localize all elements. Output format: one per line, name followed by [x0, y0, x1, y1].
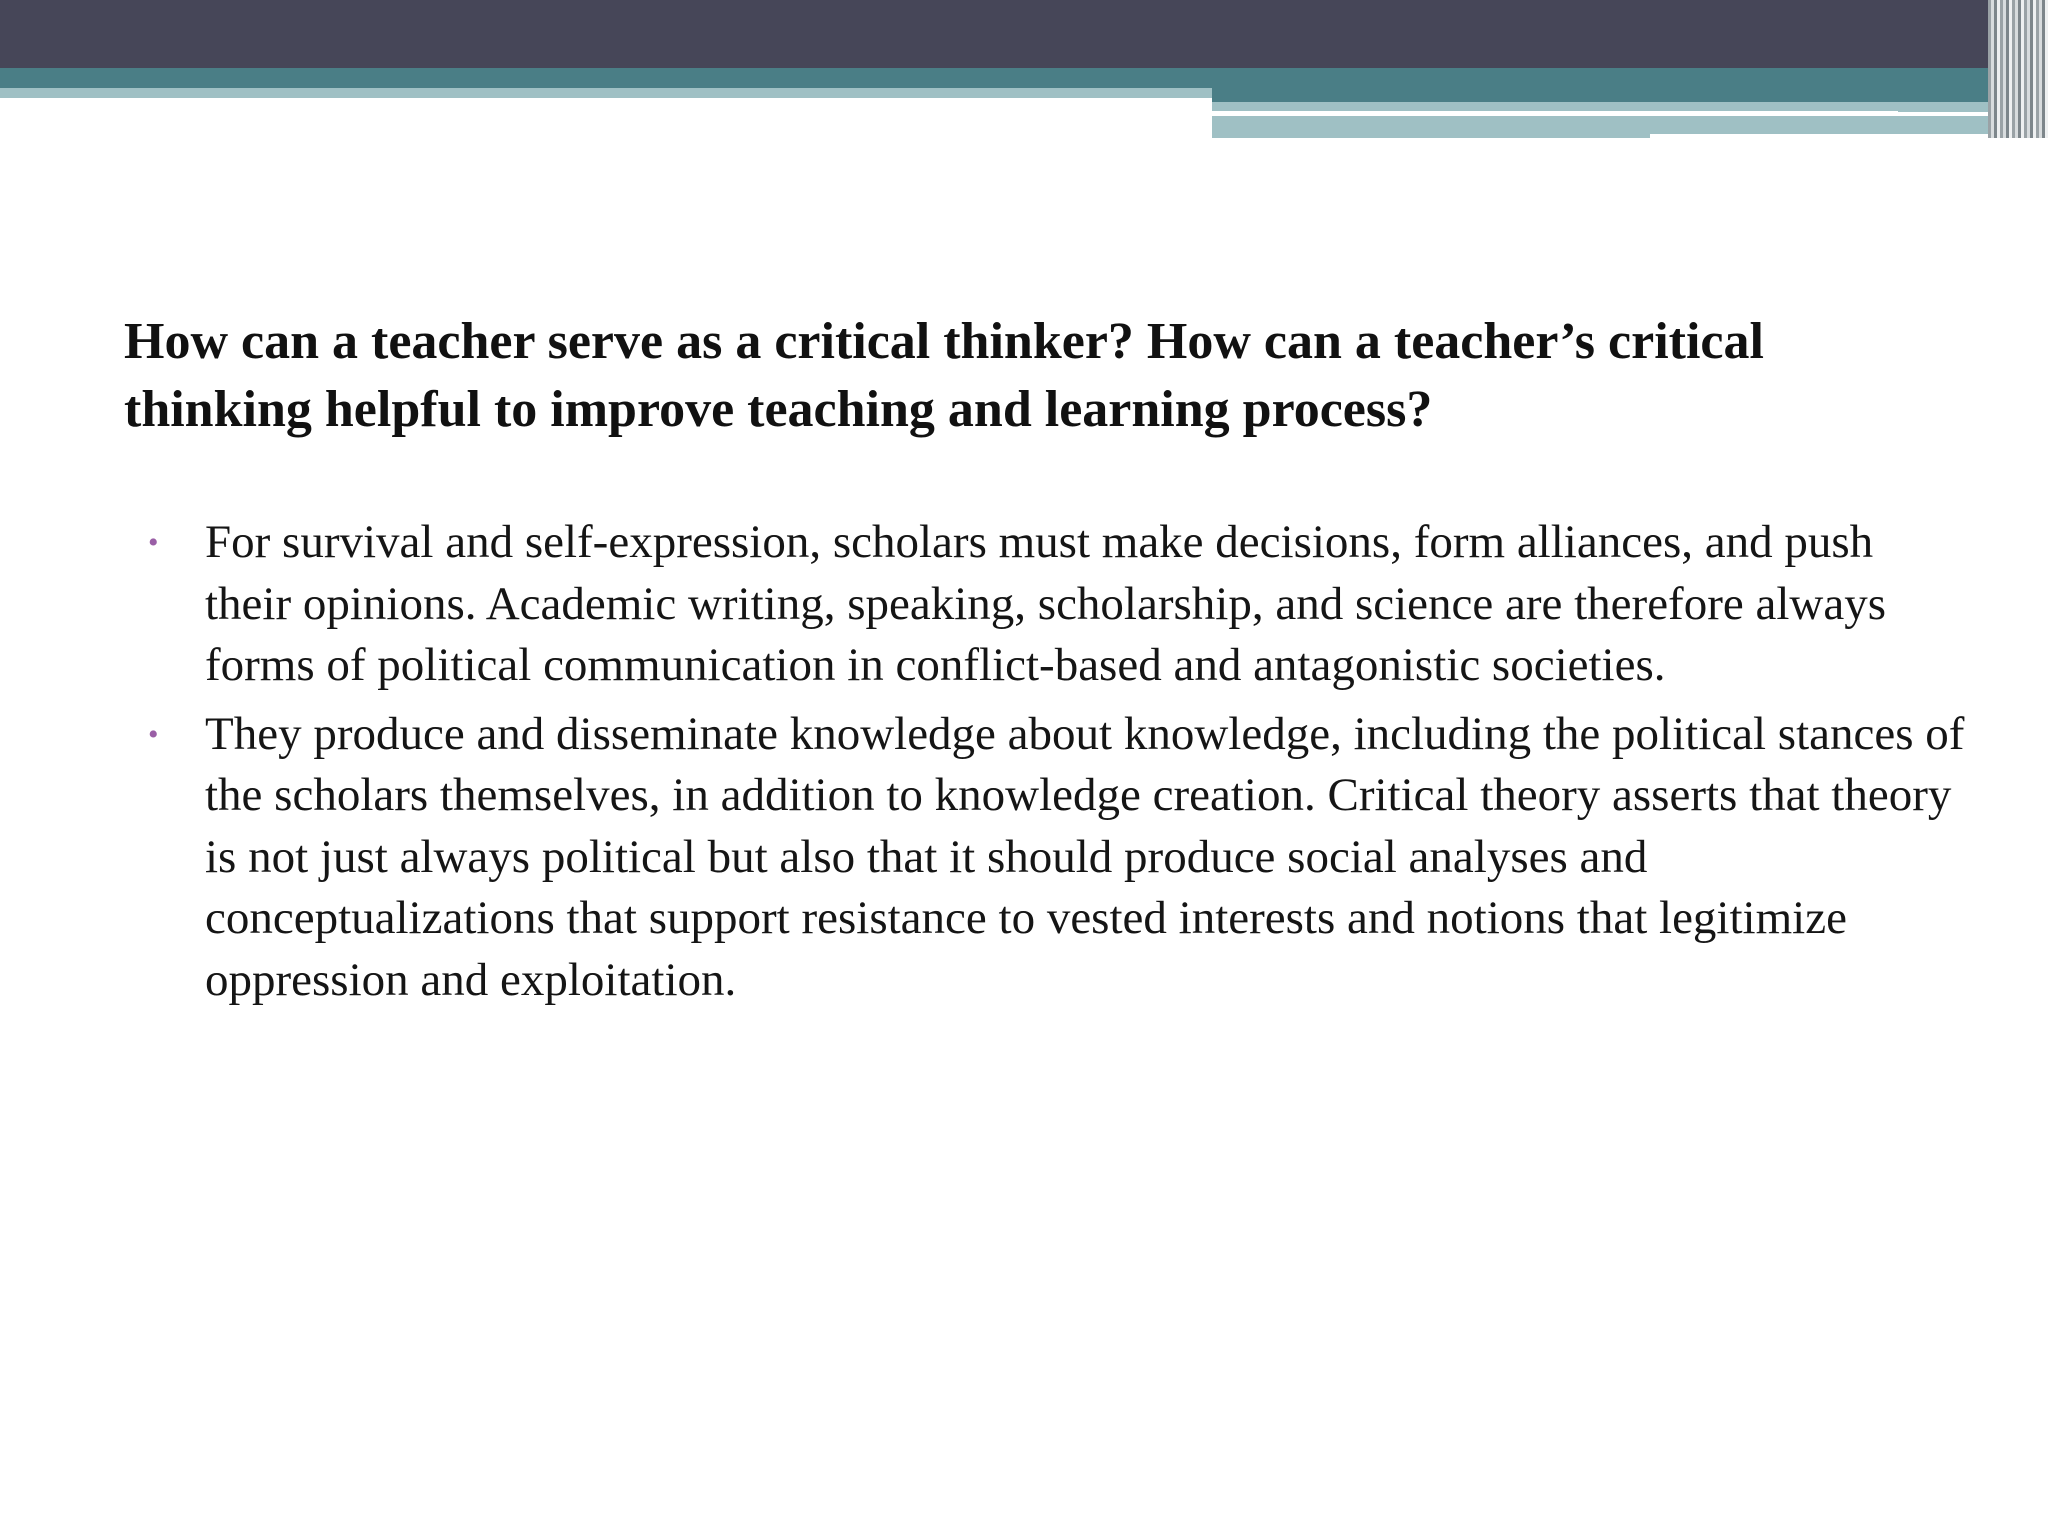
- bullet-dot-icon: •: [148, 717, 159, 751]
- bullet-list: [140, 512, 1970, 1018]
- bullet-item: [140, 512, 1970, 697]
- header-band-light-left: [0, 88, 1212, 98]
- header-band-dark: [0, 0, 2048, 68]
- header-band-light-right: [1212, 116, 1650, 138]
- header-band-teal: [0, 68, 2048, 88]
- header-band-teal-right: [1212, 88, 2048, 102]
- header-stripes-decoration: [1988, 0, 2048, 138]
- slide-title: How can a teacher serve as a critical thinker? How can a teacher’s critical thinking helpful to improve teaching and learning process?: [124, 313, 1764, 438]
- bullet-item: [140, 704, 1970, 1012]
- bullet-dot-icon: •: [148, 526, 159, 559]
- bullet-text: They produce and disseminate knowledge about knowledge, including the political stances of the scholars themselves, in addition to knowledge creation. Critical theory asserts that theory is not just always political but also that it should produce social analyses and conceptualizations that support resistance to vested interests and notions that legitimize oppression and exploitation.: [205, 707, 1965, 1006]
- header-band-light-right-end: [1650, 116, 2008, 134]
- bullet-text: For survival and self-expression, scholars must make decisions, form alliances, and push their opinions. Academic writing, speaking, scholarship, and science are therefore always forms of political communication in conflict-based and antagonistic societies.: [205, 516, 1886, 691]
